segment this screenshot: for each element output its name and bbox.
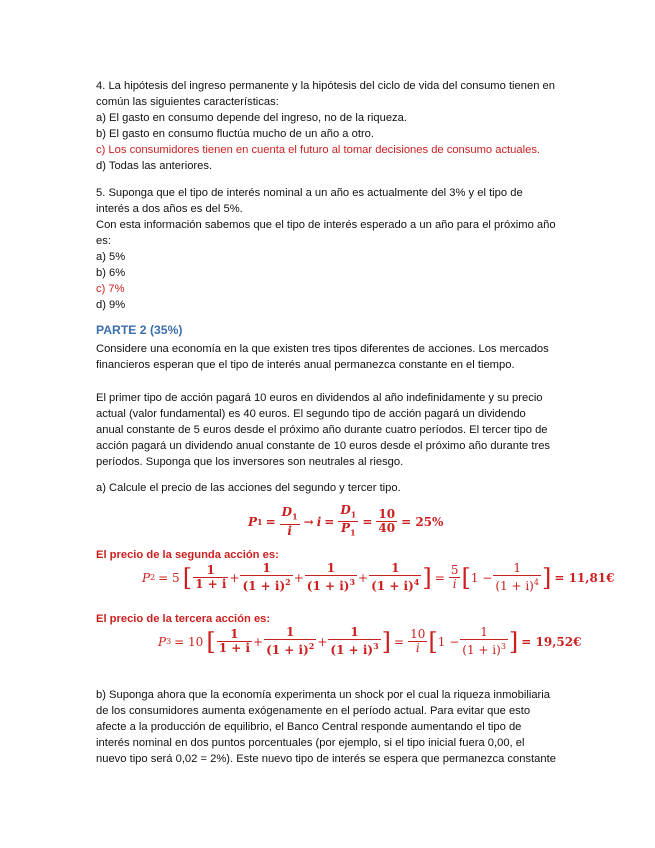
f3-coef: = 10 <box>174 634 204 649</box>
f1-lhs-sub: 1 <box>257 516 263 527</box>
f1-eq: = <box>265 514 276 529</box>
f2-lhs-sub: 2 <box>150 573 156 582</box>
question-b-line4: interés nominal en dos puntos porcentuales (por ejemplo, si el tipo inicial fuera 0,00, el <box>96 737 525 749</box>
f3-closed-term: $\frac{1}{(1 + i)^3}$ <box>462 625 506 657</box>
f1-arrow: → <box>303 514 314 529</box>
parte2-p2-line4: acción pagará un dividendo anual constante de 10 euros desde el próximo año durante tres <box>96 440 551 452</box>
formula-p3: P 3 = 10 [ $\frac{1}{1 + i}$ + $\frac{1}{(1 + i)^2}$ + $\frac{1}{(1 + i)^3}$ ] = $\frac{10}{i}$ [ 1 − $\frac{1}{(1 + i)^3}$ ] = 19,52€ <box>158 625 582 657</box>
f2-term3: $\frac{1}{(1 + i)^3}$ <box>306 561 356 593</box>
formula-p2: P 2 = 5 [ $\frac{1}{1 + i}$ + $\frac{1}{(1 + i)^2}$ + $\frac{1}{(1 + i)^3}$ + $\frac{1}{(1 + i)^4}$ ] = $\frac{5}{i}$ [ 1 − $\frac{1}{(1 + i)^4}$ ] = 11,81€ <box>142 561 615 593</box>
f2-term2: $\frac{1}{(1 + i)^2}$ <box>242 561 291 593</box>
f3-term3: $\frac{1}{(1 + i)^3}$ <box>330 625 379 657</box>
f1-frac1: $\frac{D_1}{i}$ <box>281 505 298 538</box>
f3-term1: $\frac{1}{1 + i}$ <box>218 627 251 655</box>
f1-den1: i <box>287 523 292 538</box>
f2-term1: $\frac{1}{1 + i}$ <box>195 563 227 591</box>
f3-lhs: P <box>158 634 167 649</box>
f3-lhs-sub: 3 <box>166 637 172 646</box>
parte2-p2-line5: períodos. Suponga que los inversores son neutrales al riesgo. <box>96 456 404 468</box>
q5-line3: Con esta información sabemos que el tipo de interés esperado a un año para el próximo año <box>96 219 556 231</box>
q4-option-b: b) El gasto en consumo fluctúa mucho de un año a otro. <box>96 128 374 140</box>
question-b-line5: nuevo tipo será 0,02 = 2%). Este nuevo tipo de interés se espera que permanezca constante <box>96 753 556 765</box>
parte2-heading: PARTE 2 (35%) <box>96 323 183 337</box>
parte2-p2-line1: El primer tipo de acción pagará 10 euros en dividendos al año indefinidamente y su precio <box>96 392 543 404</box>
f2-coef: = 5 <box>158 570 180 585</box>
q4-line2: común las siguientes características: <box>96 96 279 108</box>
q4-option-c-answer: c) Los consumidores tienen en cuenta el futuro al tomar decisiones de consumo actuales. <box>96 144 541 156</box>
f2-factor: $\frac{5}{i}$ <box>450 563 459 591</box>
third-share-label: El precio de la tercera acción es: <box>96 613 271 625</box>
q5-option-a: a) 5% <box>96 251 126 263</box>
q5-line2: interés a dos años es del 5%. <box>96 203 243 215</box>
f2-term4: $\frac{1}{(1 + i)^4}$ <box>371 561 420 593</box>
f1-result: = 25% <box>401 514 444 529</box>
question-b-line3: afecte a la producción de equilibrio, el Banco Central responde aumentando el tipo de <box>96 721 522 733</box>
f2-closed-term: $\frac{1}{(1 + i)^4}$ <box>495 561 539 593</box>
q5-option-d: d) 9% <box>96 299 126 311</box>
parte2-p1-line2: financieros esperan que el tipo de interés anual permanezca constante en el tiempo. <box>96 359 515 371</box>
f3-factor: $\frac{10}{i}$ <box>410 627 426 655</box>
parte2-p2-line2: actual (valor fundamental) es 40 euros. El segundo tipo de acción pagará un dividendo <box>96 408 526 420</box>
f2-result: = 11,81€ <box>554 570 615 585</box>
question-b-line1: b) Suponga ahora que la economía experimenta un shock por el cual la riqueza inmobiliaria <box>96 689 550 701</box>
f1-frac3 <box>376 508 397 535</box>
formula-p1: P 1 = $\frac{D_1}{i}$ → i = $\frac{D_1}{P_1}$ = $\frac{10}{40}$ = 25% <box>248 503 444 538</box>
f1-lhs: P <box>248 514 258 529</box>
q5-line4: es: <box>96 235 111 247</box>
f3-term2: $\frac{1}{(1 + i)^2}$ <box>266 625 315 657</box>
f1-den3: 40 <box>378 521 396 536</box>
f2-lhs: P <box>142 570 151 585</box>
f1-frac2: $\frac{D_1}{P_1}$ <box>340 503 357 538</box>
q4-line1: 4. La hipótesis del ingreso permanente y la hipótesis del ciclo de vida del consumo tienen en <box>96 80 555 92</box>
parte2-p1-line1: Considere una economía en la que existen tres tipos diferentes de acciones. Los mercados <box>96 343 549 355</box>
q4-option-a: a) El gasto en consumo depende del ingreso, no de la riqueza. <box>96 112 407 124</box>
question-b-line2: de los consumidores aumenta exógenamente en el período actual. Para evitar que esto <box>96 705 531 717</box>
q5-line1: 5. Suponga que el tipo de interés nominal a un año es actualmente del 3% y el tipo de <box>96 187 523 199</box>
f1-num1: D <box>281 505 293 520</box>
question-a: a) Calcule el precio de las acciones del segundo y tercer tipo. <box>96 482 401 494</box>
f1-den2: P <box>341 521 351 536</box>
f1-num3: 10 <box>378 507 396 522</box>
f1-i: i <box>316 514 322 529</box>
q4-option-d: d) Todas las anteriores. <box>96 160 213 172</box>
second-share-label: El precio de la segunda acción es: <box>96 549 279 561</box>
q5-option-c-answer: c) 7% <box>96 283 125 295</box>
f3-result: = 19,52€ <box>521 634 582 649</box>
f1-num2: D <box>340 503 351 517</box>
q5-option-b: b) 6% <box>96 267 126 279</box>
parte2-p2-line3: anual constante de 5 euros desde el próximo año durante cuatro períodos. El tercer tipo de <box>96 424 548 436</box>
